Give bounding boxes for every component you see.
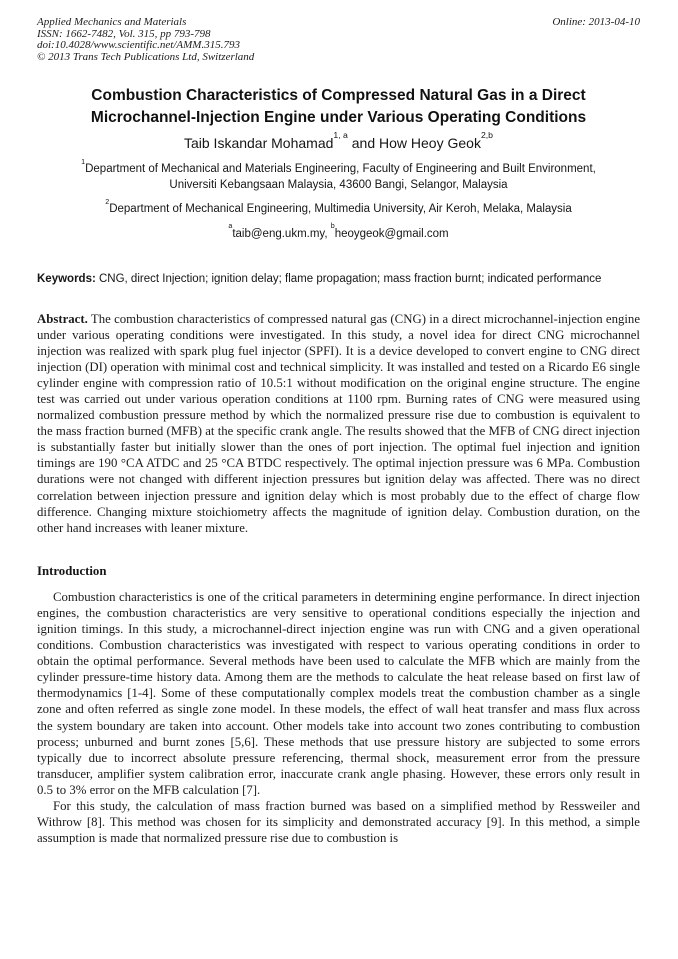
copyright-line: © 2013 Trans Tech Publications Ltd, Switzerland (37, 50, 255, 63)
email-separator: , (324, 227, 331, 240)
issn-line: ISSN: 1662-7482, Vol. 315, pp 793-798 (37, 27, 211, 40)
introduction-paragraph-1: Combustion characteristics is one of the critical parameters in determining engine performance. In direct injection engines, the combustion characteristics are very sensitive to operational conditions especially the injection and ignition timings. In this study, a microchannel-direct injection engine was run with CNG and a given operational conditions. Combustion characteristics was investigated with respect to various operating conditions in order to obtain the optimal performance. Several methods have been used to calculate the MFB which are mainly from the cylinder pressure-time history data. Among them are the methods to calculate the heat release based on first law of thermodynamics [1-4]. Some of these computationally complex models treat the combustion chamber as a single zone and often referred as single zone model. In these models, the effect of wall heat transfer and mass flux across the system boundary are taken into account. Other models take into account two zones contributing to combustion process; unburned and burnt zones [5,6]. These methods that use pressure history are subjected to some errors typically due to incorrect absolute pressure referencing, thermal shock, measurement error from the pressure transducer, amplifier system calibration error, inaccurate crank angle phasing. However, these errors only result in 0.5 to 3% error on the MFB calculation [7]. (37, 589, 640, 797)
journal-name: Applied Mechanics and Materials (37, 16, 187, 28)
keywords-label: Keywords: (37, 272, 96, 285)
affiliation-1 (59, 157, 619, 193)
keywords-text: CNG, direct Injection; ignition delay; flame propagation; mass fraction burnt; indicated performance (95, 272, 602, 285)
author-2-superscript: 2,b (480, 130, 494, 141)
email-2: heoygeok@gmail.com (334, 227, 449, 240)
affiliation-2-text: Department of Mechanical Engineering, Multimedia University, Air Keroh, Melaka, Malaysia (109, 203, 572, 215)
author-emails (37, 222, 640, 242)
paper-title: Combustion Characteristics of Compressed Natural Gas in a Direct Microchannel-Injection Engine under Various Operating Conditions (90, 87, 587, 126)
author-1-superscript: 1, a (333, 130, 348, 141)
email-2-superscript: b (330, 222, 335, 231)
section-heading-introduction: Introduction (37, 563, 107, 578)
authors-connector: and (347, 135, 380, 151)
doi-line: doi:10.4028/www.scientific.net/AMM.315.793 (37, 39, 240, 51)
abstract-label: Abstract. (37, 311, 88, 326)
introduction-paragraph-2: For this study, the calculation of mass fraction burned was based on a simplified method by Ressweiler and Withrow [8]. This method was chosen for its simplicity and demonstrated accuracy [9]. In this method, a simple assumption is made that normalized pressure rise due to combustion is (37, 799, 640, 846)
email-1: taib@eng.ukm.my (232, 227, 325, 240)
email-1-superscript: a (228, 222, 233, 231)
abstract-paragraph (37, 311, 640, 536)
abstract-text: The combustion characteristics of compressed natural gas (CNG) in a direct microchannel-injection engine under various operating conditions were investigated. In this study, a novel idea for direct CNG microchannel injection was realized with spark plug fuel injector (SPFI). It is a device developed to convert engine to CNG direct injection (DI) operation with minimal cost and technical simplicity. It was installed and tested on a Ricardo E6 single cylinder engine with compression ratio of 10.5:1 without modification on the original engine structure. The engine test was carried out under various operation conditions at 1100 rpm. Burning rates of CNG were measured using normalized combustion pressure method by which the normalized pressure rise due to combustion is equivalent to the mass fraction burned (MFB) at the specific crank angle. The results showed that the MFB of CNG direct injection is substantially faster but initially slower than the ones of port injection. The optimal fuel injection and ignition timings are 190 °CA ATDC and 25 °CA BTDC respectively. The optimal injection pressure was 6 MPa. Combustion durations were not changed with different injection pressures but ignition delay was affected. There was no direct correlation between injection pressure and ignition delay which is most probably due to the effect of charge flow difference. Changing mixture stoichiometry affects the magnitude of ignition delay. Combustion duration, on the other hand increases with leaner mixture. (37, 311, 640, 535)
online-date: Online: 2013-04-10 (552, 16, 640, 28)
journal-info (37, 17, 254, 63)
author-1-name: Taib Iskandar Mohamad (183, 135, 334, 151)
author-2-name: How Heoy Geok (379, 135, 481, 151)
affiliation-1-text: Department of Mechanical and Materials Engineering, Faculty of Engineering and Built Environment, Universiti Kebangsaan Malaysia, 43600 Bangi, Selangor, Malaysia (85, 163, 596, 191)
keywords-line (37, 272, 640, 287)
page-header (37, 17, 640, 63)
authors-line (37, 130, 640, 152)
affiliation-1-superscript: 1 (81, 157, 86, 166)
affiliation-2-superscript: 2 (105, 197, 110, 206)
affiliation-2 (59, 197, 619, 218)
